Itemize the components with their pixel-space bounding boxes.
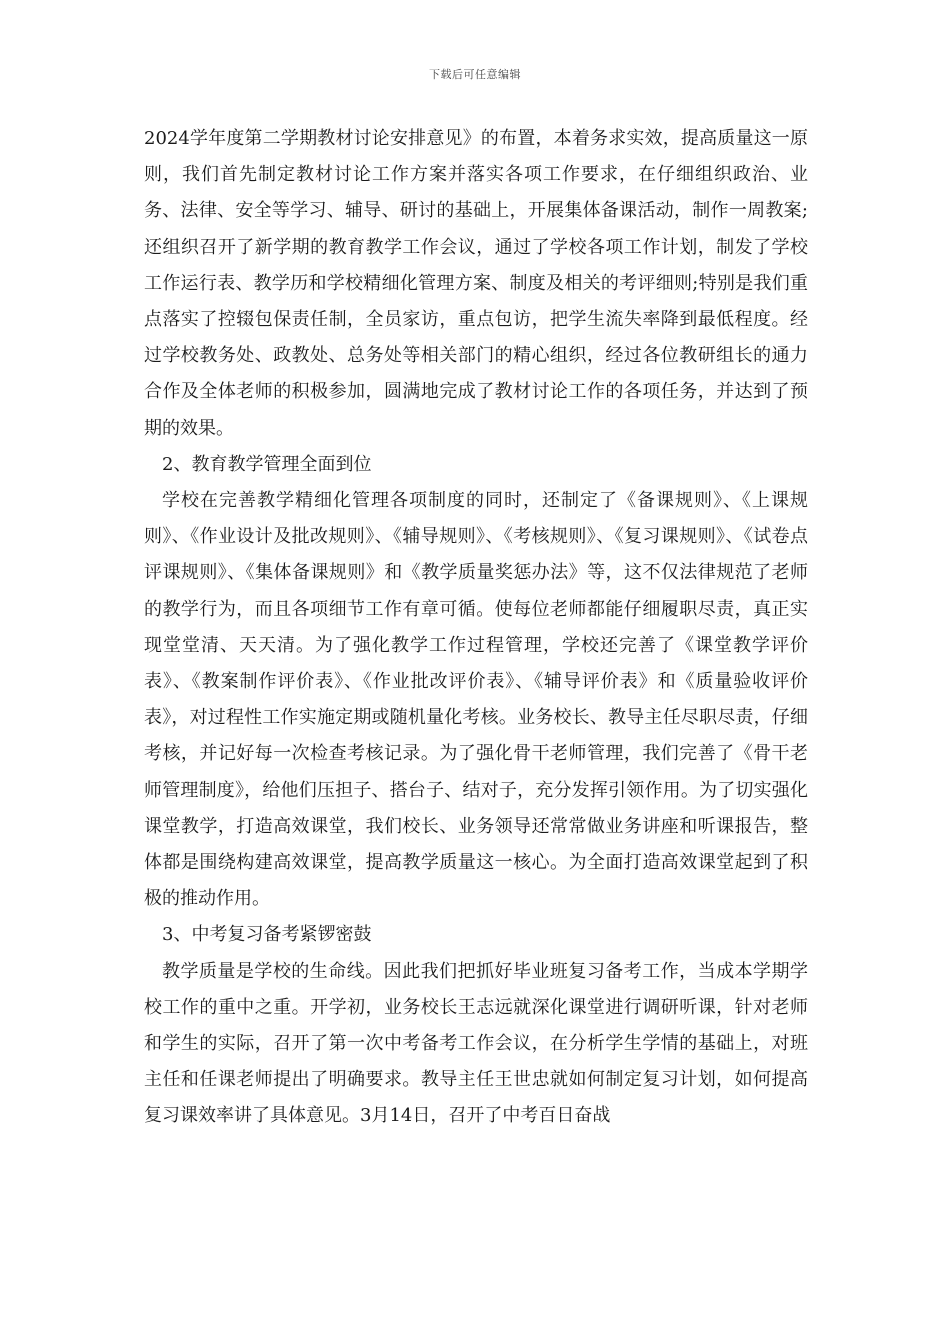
paragraph-section-2: 学校在完善教学精细化管理各项制度的同时，还制定了《备课规则》、《上课规则》、《作业设计及批改规则》、《辅导规则》、《考核规则》、《复习课规则》、《试卷点评课规则》、《集体备课规则》和《教学质量奖惩办法》等，这不仅法律规范了老师的教学行为，而且各项细节工作有章可循。使每位老师都能仔细履职尽责，真正实现堂堂清、天天清。为了强化教学工作过程管理，学校还完善了《课堂教学评价表》、《教案制作评价表》、《作业批改评价表》、《辅导评价表》和《质量验收评价表》，对过程性工作实施定期或随机量化考核。业务校长、教导主任尽职尽责，仔细考核，并记好每一次检查考核记录。为了强化骨干老师管理，我们完善了《骨干老师管理制度》，给他们压担子、搭台子、结对子，充分发挥引领作用。为了切实强化课堂教学，打造高效课堂，我们校长、业务领导还常常做业务讲座和听课报告，整体都是围绕构建高效课堂，提高教学质量这一核心。为全面打造高效课堂起到了积极的推动作用。 — [144, 490, 808, 910]
document-body — [144, 121, 808, 1135]
paragraph-intro: 2024学年度第二学期教材讨论安排意见》的布置，本着务求实效，提高质量这一原则，我们首先制定教材讨论工作方案并落实各项工作要求，在仔细组织政治、业务、法律、安全等学习、辅导、研讨的基础上，开展集体备课活动，制作一周教案;还组织召开了新学期的教育教学工作会议，通过了学校各项工作计划，制发了学校工作运行表、教学历和学校精细化管理方案、制度及相关的考评细则;特别是我们重点落实了控辍包保责任制，全员家访，重点包访，把学生流失率降到最低程度。经过学校教务处、政教处、总务处等相关部门的精心组织，经过各位教研组长的通力合作及全体老师的积极参加，圆满地完成了教材讨论工作的各项任务，并达到了预期的效果。 — [144, 128, 808, 439]
page-header: 下载后可任意编辑 — [429, 68, 521, 81]
paragraph-section-3: 教学质量是学校的生命线。因此我们把抓好毕业班复习备考工作，当成本学期学校工作的重中之重。开学初，业务校长王志远就深化课堂进行调研听课，针对老师和学生的实际，召开了第一次中考备考工作会议，在分析学生学情的基础上，对班主任和任课老师提出了明确要求。教导主任王世忠就如何制定复习计划，如何提高复习课效率讲了具体意见。3月14日，召开了中考百日奋战 — [144, 960, 808, 1127]
section-heading-2: 2、教育教学管理全面到位 — [162, 453, 372, 475]
section-heading-3: 3、中考复习备考紧锣密鼓 — [162, 924, 372, 946]
